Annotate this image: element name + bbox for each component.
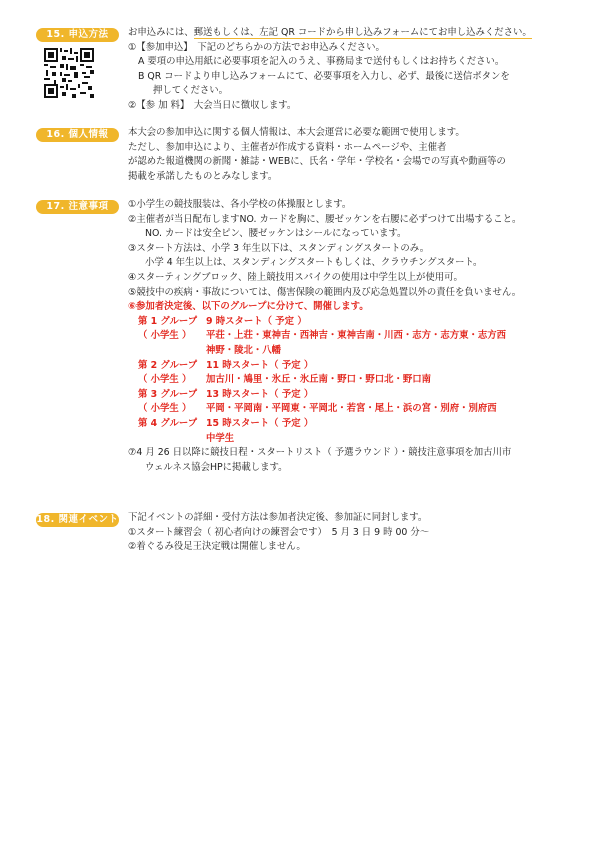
text-line: ①スタート練習会（ 初心者向けの練習会です） 5 月 3 日 9 時 00 分～ [128, 526, 430, 538]
text-line: 下記イベントの詳細・受付方法は参加者決定後、参加証に同封します。 [128, 512, 428, 523]
group-4-schools: 中学生 [206, 432, 235, 444]
section-15-body [128, 26, 583, 114]
text-line: お申込みには、 [128, 27, 194, 38]
text-line: ただし、参加申込により、主催者が作成する資料・ホームページや、主催者 [128, 141, 447, 153]
highlight-text: 郵送もしくは、左記 QR コードから申し込みフォームにてお申し込みください。 [193, 27, 532, 38]
group-1-header: 第 1 グループ 9 時スタート（ 予定 ） [138, 315, 307, 327]
text-line: ①小学生の競技服装は、各小学校の体操服とします。 [128, 199, 352, 210]
text-line: A 要項の申込用紙に必要事項を記入のうえ、事務局まで送付もしくはお持ちください。 [138, 56, 505, 68]
group-3-header: 第 3 グループ 13 時スタート（ 予定 ） [138, 388, 314, 400]
text-line: ウェルネス協会HPに掲載します。 [145, 461, 288, 473]
section-18-label: 18. 関連イベント [36, 514, 119, 525]
text-line: NO. カードは安全ピン、腰ゼッケンはシールになっています。 [145, 228, 407, 240]
section-17-body [128, 198, 583, 475]
text-line: ③スタート方法は、小学 3 年生以下は、スタンディングスタートのみ。 [128, 242, 430, 254]
text-line: ⑦4 月 26 日以降に競技日程・スタートリスト（ 予選ラウンド ）・競技注意事項を加古川市 [128, 447, 512, 459]
section-17-label: 17. 注意事項 [36, 200, 119, 214]
group-2-schools: （ 小学生 ） 加古川・鳩里・氷丘・氷丘南・野口・野口北・野口南 [138, 374, 432, 386]
text-line: ②【参 加 料】 大会当日に徴収します。 [128, 99, 297, 111]
group-2-header: 第 2 グループ 11 時スタート（ 予定 ） [138, 359, 314, 371]
text-line: 押してください。 [153, 85, 229, 97]
text-line: ②主催者が当日配布しますNO. カードを胸に、腰ゼッケンを右腰に必ずつけて出場すること。 [128, 213, 522, 225]
group-3-schools: （ 小学生 ） 平岡・平岡南・平岡東・平岡北・若宮・尾上・浜の宮・別府・別府西 [138, 403, 497, 415]
text-line: ⑥参加者決定後、以下のグループに分けて、開催します。 [128, 301, 369, 313]
section-16-label: 16. 個人情報 [36, 128, 119, 142]
group-1-schools-cont: 神野・陵北・八幡 [206, 344, 282, 356]
text-line: ⑤競技中の疾病・事故については、傷害保険の範囲内及び応急処置以外の責任を負いません。 [128, 286, 522, 298]
text-line: ④スターティングブロック、陸上競技用スパイクの使用は中学生以上が使用可。 [128, 271, 463, 283]
text-line: ②着ぐるみ役足王決定戦は開催しません。 [128, 541, 306, 553]
section-18-body [128, 511, 583, 555]
group-1-schools: （ 小学生 ） 平荘・上荘・東神吉・西神吉・東神吉南・川西・志方・志方東・志方西 [138, 330, 507, 342]
text-line: 小学 4 年生以上は、スタンディングスタートもしくは、クラウチングスタート。 [145, 257, 483, 269]
text-line: 本大会の参加申込に関する個人情報は、本大会運営に必要な範囲で使用します。 [128, 127, 465, 138]
text-line: が認めた報道機関の新聞・雑誌・WEBに、氏名・学年・学校名・会場での写真や動画等の [128, 156, 506, 168]
section-15-label: 15. 申込方法 [36, 28, 119, 42]
text-line: B QR コードより申し込みフォームにて、必要事項を入力し、必ず、最後に送信ボタンを [138, 70, 510, 82]
text-line: 掲載を承諾したものとみなします。 [128, 170, 278, 182]
qr-code-image[interactable] [44, 48, 94, 98]
section-16-body [128, 126, 583, 184]
group-4-header: 第 4 グループ 15 時スタート（ 予定 ） [138, 417, 314, 429]
text-line: ①【参加申込】 下記のどちらかの方法でお申込みください。 [128, 41, 385, 53]
